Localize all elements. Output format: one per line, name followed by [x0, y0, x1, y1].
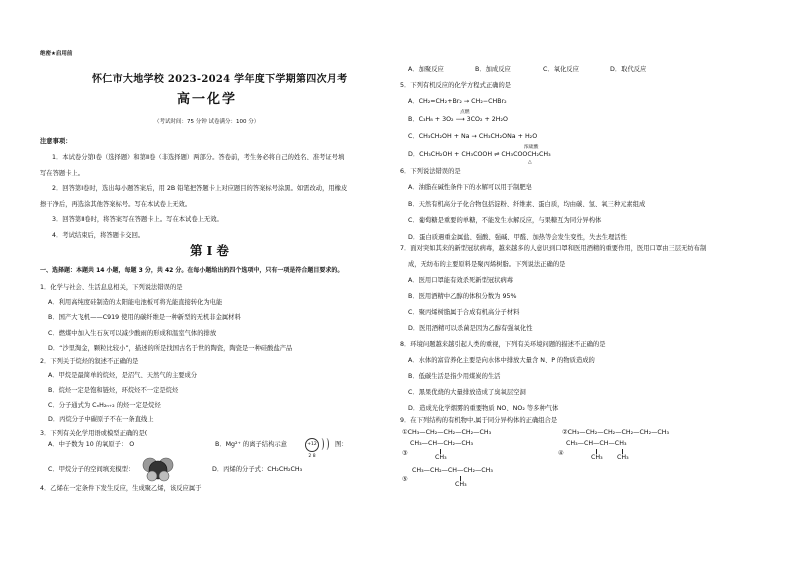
question-stem: 6．下列说法错误的是	[400, 168, 461, 175]
option-tail: 图：	[335, 441, 348, 448]
structure-branch: CH₃	[455, 481, 467, 488]
option: B．低碳生活是指少用煤炭的生活	[408, 373, 501, 380]
notes-title: 注意事项：	[40, 138, 72, 145]
question-stem: 5．下列有机反应的化学方程式正确的是	[400, 82, 512, 89]
structure-number: ③	[402, 450, 408, 457]
exam-info: （考试时间：75 分钟 试卷满分：100 分）	[154, 119, 260, 125]
electron-shell-arc	[324, 438, 329, 450]
subject-title: 高一化学	[177, 92, 238, 107]
structure-number: ⑤	[402, 476, 408, 483]
option: A．水体的富营养化主要是向水体中排放大量含 N、P 的物质造成的	[408, 357, 595, 364]
option: B．烷烃一定是饱和链烃，环烷烃不一定是烷烃	[48, 387, 179, 394]
structure-chain: CH₃—CH—CH₂—CH₃	[410, 440, 473, 447]
option: D．医用酒精可以杀菌是因为乙醇有强氧化性	[408, 325, 533, 332]
option: C．葡萄糖是重要的单糖，不能发生水解反应，与果糖互为同分异构体	[408, 217, 602, 224]
school-title: 怀仁市大地学校 2023-2024 学年度下学期第四次月考	[92, 74, 348, 85]
ion-structure-diagram	[305, 438, 319, 459]
option: A．CH₂=CH₂+Br₂ → CH₂−CHBr₂	[408, 98, 507, 105]
structure-formula: ②CH₃—CH₂—CH₂—CH₂—CH₂—CH₃	[562, 429, 670, 436]
option: A．加聚反应	[408, 66, 444, 73]
option: C．氧化反应	[543, 66, 579, 73]
option: B．医用酒精中乙醇的体积分数为 95%	[408, 293, 517, 300]
structure-branch: CH₃	[435, 454, 447, 461]
option: C．燃煤中加入生石灰可以减少酸雨的形成和温室气体的排放	[48, 330, 217, 337]
option: C．分子通式为 CₙH₂ₙ₊₂ 的烃一定是烷烃	[48, 402, 161, 409]
option: D．丙烷分子中碳原子不在一条直线上	[48, 416, 154, 423]
note-line: 3．回答第Ⅱ卷时，将答案写在答题卡上。写在本试卷上无效。	[52, 216, 223, 223]
option: D．造成光化学烟雾的重要物质 NO、NO₂ 等多种气体	[408, 405, 559, 412]
question-stem: 7．面对突如其来的新型冠状病毒，越来越多的人意识到口罩和医用酒精的重要作用，医用口罩由三层无纺布制	[400, 245, 707, 252]
section-instruction: 一、选择题：本题共 14 小题，每题 3 分，共 42 分。在每小题给出的四个选项中，只有一项是符合题目要求的。	[40, 267, 344, 274]
structure-chain: CH₃—CH—CH—CH₃	[566, 440, 627, 447]
option: B．国产大飞机——C919 使用的碳纤维是一种新型的无机非金属材料	[48, 314, 241, 321]
option: D．取代反应	[610, 66, 647, 73]
structure-branch: CH₃	[591, 454, 603, 461]
option: D．丙烯的分子式：CH₂CH₂CH₃	[212, 466, 303, 473]
question-stem: 3．下列有关化学用语或模型正确的是(	[40, 430, 148, 437]
option: A．利用高纯度硅制造的太阳能电池板可将光能直接转化为电能	[48, 299, 223, 306]
option: D．CH₃CH₂OH + CH₃COOH ⇌ CH₃COOCH₂CH₃	[408, 151, 551, 158]
section-title: 第Ⅰ卷	[190, 243, 233, 258]
structure-chain: CH₃—CH₂—CH—CH₂—CH₃	[412, 467, 493, 474]
option: C．甲烷分子的空间填充模型：	[48, 466, 135, 473]
option: D．“沙里淘金，颗粒比较小”，描述的所是找国古名于世的陶瓷，陶瓷是一种硅酸盐产品	[48, 345, 293, 352]
option: B．天然有机高分子化合物包括淀粉、纤维素、蛋白质，均由碳、氢、氧三种元素组成	[408, 201, 646, 208]
question-stem: 2．下列关于烷烃的叙述不正确的是	[40, 358, 139, 365]
reaction-condition: 点燃	[460, 110, 470, 115]
option: B．Mg²⁺ 的离子结构示意	[215, 441, 287, 448]
question-stem: 9．在下列结构的有机物中,属于同分异构体的正确组合是	[400, 417, 558, 424]
option: A．油脂在碱性条件下的水解可以用于制肥皂	[408, 184, 532, 191]
structure-branch: CH₃	[617, 454, 629, 461]
option: A．甲烷是最简单的烷烃，是沼气、天然气的主要成分	[48, 372, 198, 379]
note-line: 擦干净后，再选涂其他答案标号。写在本试卷上无效。	[40, 201, 192, 208]
methane-space-filling-model-icon	[140, 456, 176, 482]
note-line: 2．回答第Ⅰ卷时，选出每小题答案后，用 2B 铅笔把答题卡上对应题目的答案标号涂黑。如需改动，用橡皮	[52, 185, 348, 192]
option: A．医用口罩能有效杀死新型冠状病毒	[408, 277, 514, 284]
option: A．中子数为 10 的氧原子： O	[48, 441, 135, 448]
reaction-condition: △	[528, 160, 532, 165]
question-stem: 4．乙烯在一定条件下发生反应，生成聚乙烯，该反应属于	[40, 485, 202, 492]
option: C．聚丙烯树脂属于合成有机高分子材料	[408, 309, 520, 316]
option: C．CH₃CH₂OH + Na → CH₃CH₂ONa + H₂O	[408, 133, 538, 140]
option: C．黑果优烧的大量排放造成了臭氧层空洞	[408, 389, 526, 396]
structure-formula: ①CH₃—CH₂—CH₂—CH₂—CH₃	[402, 429, 492, 436]
note-line: 写在答题卡上。	[40, 170, 85, 177]
option: B．C₃H₈ + 3O₂ ⟶ 3CO₂ + 2H₂O	[408, 116, 508, 123]
option: B．加成反应	[475, 66, 511, 73]
question-stem: 8．环境问题越来越引起人类的重视，下列有关环境问题的描述不正确的是	[400, 341, 606, 348]
reaction-condition: 浓硫酸	[524, 145, 539, 150]
note-line: 4．考试结束后，将答题卡交回。	[52, 232, 145, 239]
question-stem: 1．化学与社会、生活息息相关，下列说法错误的是	[40, 284, 183, 291]
secret-label: 绝密★启用前	[40, 51, 73, 57]
note-line: 1．本试卷分第Ⅰ卷（选择题）和第Ⅱ卷（非选择题）两部分。答卷前，考生务必将自己的姓名、准考证号填	[52, 154, 345, 161]
option: D．蛋白质遇重金属盐、强酸、强碱、甲醛、加热等会发生变性，失去生理活性	[408, 234, 627, 241]
question-stem-cont: 成，无纺布的主要原料是聚丙烯树脂。下列说法正确的是	[408, 261, 566, 268]
structure-number: ④	[558, 450, 564, 457]
ion-label: +12 2 8	[307, 442, 317, 459]
